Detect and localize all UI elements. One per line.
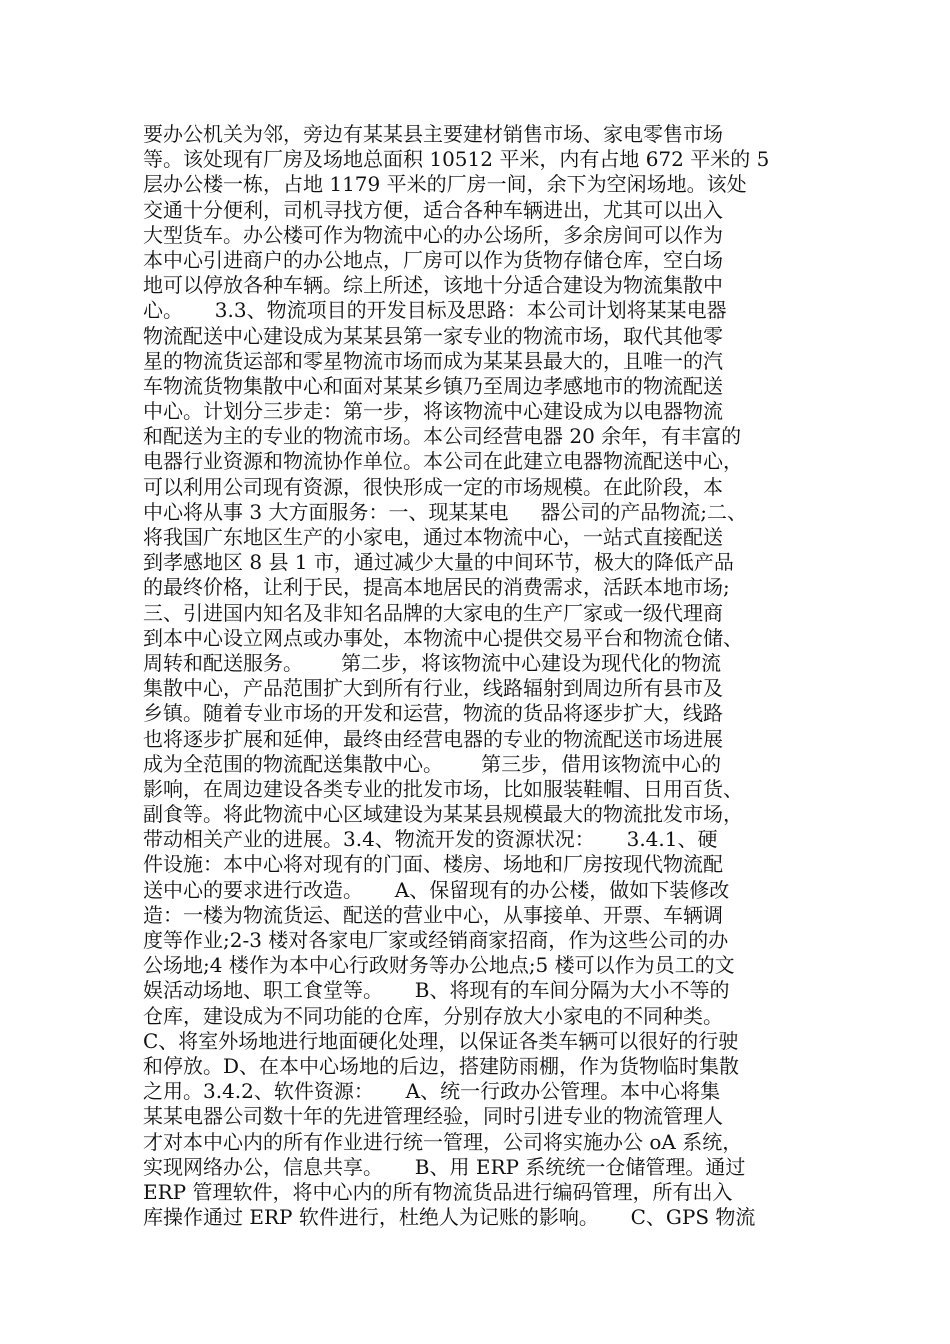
text-line: 实现网络办公，信息共享。 B、用 ERP 系统统一仓储管理。通过 bbox=[143, 1154, 746, 1179]
text-line: 副食等。将此物流中心区域建设为某某县规模最大的物流批发市场， bbox=[143, 802, 743, 827]
text-line: 库操作通过 ERP 软件进行，杜绝人为记账的影响。 C、GPS 物流 bbox=[143, 1205, 756, 1230]
text-line: 车物流货物集散中心和面对某某乡镇乃至周边孝感地市的物流配送 bbox=[143, 373, 723, 398]
text-line: 之用。3.4.2、软件资源： A、统一行政办公管理。本中心将集 bbox=[143, 1079, 721, 1104]
text-line: 中心将从事 3 大方面服务：一、现某某电 器公司的产品物流;二、 bbox=[143, 499, 747, 524]
text-line: 可以利用公司现有资源，很快形成一定的市场规模。在此阶段，本 bbox=[143, 474, 723, 499]
text-line: 成为全范围的物流配送集散中心。 第三步，借用该物流中心的 bbox=[143, 751, 722, 776]
text-line: 要办公机关为邻，旁边有某某县主要建材销售市场、家电零售市场 bbox=[143, 122, 723, 146]
text-line: 到本中心设立网点或办事处，本物流中心提供交易平台和物流仓储、 bbox=[143, 625, 743, 650]
text-line: 件设施：本中心将对现有的门面、楼房、场地和厂房按现代物流配 bbox=[143, 852, 723, 877]
text-line: 周转和配送服务。 第二步，将该物流中心建设为现代化的物流 bbox=[143, 650, 722, 675]
text-line: 和配送为主的专业的物流市场。本公司经营电器 20 余年，有丰富的 bbox=[143, 424, 742, 449]
text-line: 心。 3.3、物流项目的开发目标及思路：本公司计划将某某电器 bbox=[143, 298, 727, 323]
text-line: 星的物流货运部和零星物流市场而成为某某县最大的，且唯一的汽 bbox=[143, 348, 723, 373]
text-line: 某某电器公司数十年的先进管理经验，同时引进专业的物流管理人 bbox=[143, 1104, 723, 1129]
text-line: 集散中心，产品范围扩大到所有行业，线路辐射到周边所有县市及 bbox=[143, 676, 723, 701]
text-line: 公场地;4 楼作为本中心行政财务等办公地点;5 楼可以作为员工的文 bbox=[143, 953, 735, 978]
text-line: 交通十分便利，司机寻找方便，适合各种车辆进出，尤其可以出入 bbox=[143, 197, 723, 222]
text-line: 三、引进国内知名及非知名品牌的大家电的生产厂家或一级代理商 bbox=[143, 600, 723, 625]
text-line: 到孝感地区 8 县 1 市，通过减少大量的中间环节，极大的降低产品 bbox=[143, 550, 734, 575]
text-line: ERP 管理软件，将中心内的所有物流货品进行编码管理，所有出入 bbox=[143, 1179, 733, 1204]
text-line: 也将逐步扩展和延伸，最终由经营电器的专业的物流配送市场进展 bbox=[143, 726, 723, 751]
text-line: 和停放。D、在本中心场地的后边，搭建防雨棚，作为货物临时集散 bbox=[143, 1053, 740, 1078]
text-line: 影响，在周边建设各类专业的批发市场，比如服装鞋帽、日用百货、 bbox=[143, 776, 743, 801]
text-line: 层办公楼一栋，占地 1179 平米的厂房一间，余下为空闲场地。该处 bbox=[143, 172, 747, 197]
body-text bbox=[143, 122, 813, 1230]
text-line: 乡镇。随着专业市场的开发和运营，物流的货品将逐步扩大，线路 bbox=[143, 701, 723, 726]
text-line: 造：一楼为物流货运、配送的营业中心，从事接单、开票、车辆调 bbox=[143, 902, 723, 927]
text-line: 仓库，建设成为不同功能的仓库，分别存放大小家电的不同种类。 bbox=[143, 1003, 723, 1028]
text-line: 的最终价格，让利于民，提高本地居民的消费需求，活跃本地市场; bbox=[143, 575, 730, 600]
text-line: 送中心的要求进行改造。 A、保留现有的办公楼，做如下装修改 bbox=[143, 877, 730, 902]
text-line: 地可以停放各种车辆。综上所述，该地十分适合建设为物流集散中 bbox=[143, 273, 723, 298]
text-line: 中心。计划分三步走：第一步，将该物流中心建设成为以电器物流 bbox=[143, 399, 723, 424]
text-line: 才对本中心内的所有作业进行统一管理，公司将实施办公 oA 系统， bbox=[143, 1129, 743, 1154]
text-line: C、将室外场地进行地面硬化处理，以保证各类车辆可以很好的行驶 bbox=[143, 1028, 739, 1053]
text-line: 带动相关产业的进展。3.4、物流开发的资源状况： 3.4.1、硬 bbox=[143, 827, 718, 852]
text-line: 本中心引进商户的办公地点，厂房可以作为货物存储仓库，空白场 bbox=[143, 247, 723, 272]
text-line: 大型货车。办公楼可作为物流中心的办公场所，多余房间可以作为 bbox=[143, 222, 723, 247]
text-line: 电器行业资源和物流协作单位。本公司在此建立电器物流配送中心， bbox=[143, 449, 743, 474]
text-line: 物流配送中心建设成为某某县第一家专业的物流市场，取代其他零 bbox=[143, 323, 723, 348]
text-line: 娱活动场地、职工食堂等。 B、将现有的车间分隔为大小不等的 bbox=[143, 978, 730, 1003]
text-line: 度等作业;2-3 楼对各家电厂家或经销商家招商，作为这些公司的办 bbox=[143, 928, 729, 952]
text-line: 将我国广东地区生产的小家电，通过本物流中心，一站式直接配送 bbox=[143, 525, 723, 549]
text-line: 等。该处现有厂房及场地总面积 10512 平米，内有占地 672 平米的 5 bbox=[143, 147, 770, 172]
